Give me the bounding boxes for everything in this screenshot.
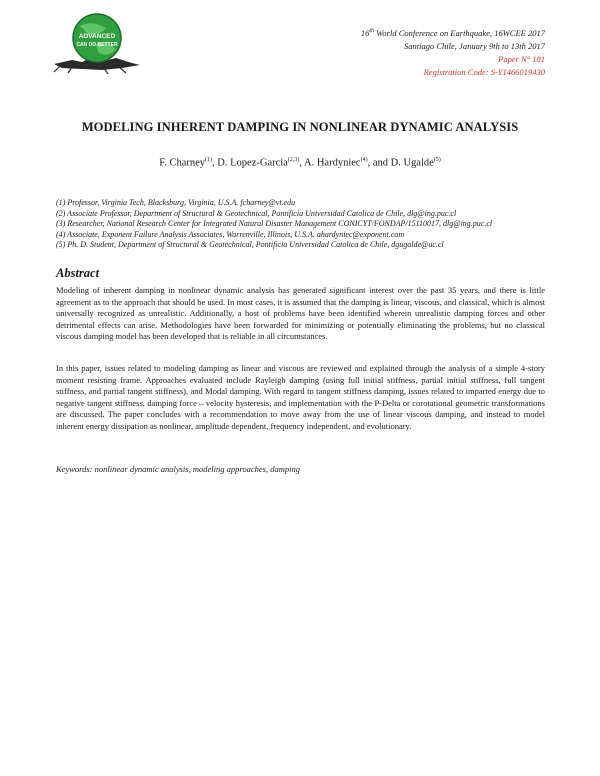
author-list <box>0 157 600 169</box>
conference-header <box>361 25 545 79</box>
author-separator: , and <box>367 157 391 169</box>
affiliation-item: (3) Researcher, National Research Center for Integrated Natural Disaster Management CONICYT/FONDAP/15110017, dlg@ing.puc.cl <box>56 219 493 229</box>
affiliation-item: (5) Ph. D. Student, Department of Structural & Geotechnical, Pontificia Universidad Catolica de Chile, dgugalde@uc.cl <box>56 240 444 250</box>
registration-code: Registration Code: S-Y1466019430 <box>423 66 545 77</box>
abstract-heading: Abstract <box>56 266 100 280</box>
affiliation-item: (4) Associate, Exponent Failure Analysis Associates, Warrenville, Illinois, U.S.A. ahardyniec@exponent.com <box>56 229 405 239</box>
conference-name: World Conference on Earthquake, 16WCEE 2017 <box>376 27 545 38</box>
author-affiliation-ref: (2,3) <box>287 157 300 163</box>
author-affiliation-ref: (5) <box>433 157 441 163</box>
conference-edition-superscript: th <box>369 28 374 34</box>
conference-logo <box>52 10 142 74</box>
author-affiliation-ref: (4) <box>360 157 368 163</box>
logo-text-line1: ADVANCED <box>78 33 116 40</box>
logo-text-line2: CAN DO BETTER <box>76 42 118 48</box>
abstract-paragraph: Modeling of inherent damping in nonlinear dynamic analysis has generated significant interest over the past 35 years, and there is little agreement as to the approach that should be used. In most cases, it is assumed that the damping is linear, viscous, and classical, which is almost universally recognized as unrealistic. Additionally, a host of problems have been identified wherein unrealistic damping forces and other detrimental effects can arise. Methodologies have been forwarded for minimizing or potentially eliminating the problems, but no classical viscous damping model has been developed that is reliable in all circumstances. <box>56 285 545 342</box>
conference-name-line <box>361 25 545 40</box>
author-separator: , <box>299 157 305 169</box>
conference-location: Santiago Chile, January 9th to 13th 2017 <box>404 40 545 51</box>
author-affiliation-ref: (1) <box>205 157 213 163</box>
paper-number: Paper N° 181 <box>498 53 545 64</box>
author-name: D. Lopez-Garcia <box>217 157 288 169</box>
abstract-paragraph: In this paper, issues related to modeling damping as linear and viscous are reviewed and explained through the analysis of a simple 4-story moment resisting frame. Approaches evaluated include Rayleigh damping (using full initial stiffness, partial initial stiffness, full tangent stiffness, and partial tangent stiffness), and Modal damping. With regard to tangent stiffness damping, issues related to imparted energy due to negative tangent stiffness, damping force – velocity hysteresis, and implementation with the P-Delta or corotational geometric transformations are discussed. The paper concludes with a recommendation to move away from the use of linear viscous damping, and instead to model inherent energy dissipation as nonlinear, amplitude dependent, frequency independent, and evolutionary. <box>56 363 545 431</box>
author-name: F. Charney <box>159 157 206 169</box>
globe-logo-icon <box>52 10 142 74</box>
affiliation-item: (1) Professor, Virginia Tech, Blacksburg, Virginia, U.S.A. fcharney@vt.edu <box>56 198 296 207</box>
affiliation-item: (2) Associate Professor, Department of Structural & Geotechnical, Pontificia Universidad Catolica de Chile, dlg@ing.puc.cl <box>56 208 457 218</box>
author-separator: , <box>212 157 218 169</box>
paper-title: MODELING INHERENT DAMPING IN NONLINEAR DYNAMIC ANALYSIS <box>81 120 519 134</box>
conference-edition-number: 16 <box>360 27 370 38</box>
author-name: A. Hardyniec <box>304 157 361 169</box>
author-name: D. Ugalde <box>390 157 434 169</box>
affiliations <box>56 198 556 251</box>
keywords: Keywords: nonlinear dynamic analysis, modeling approaches, damping <box>56 464 300 474</box>
